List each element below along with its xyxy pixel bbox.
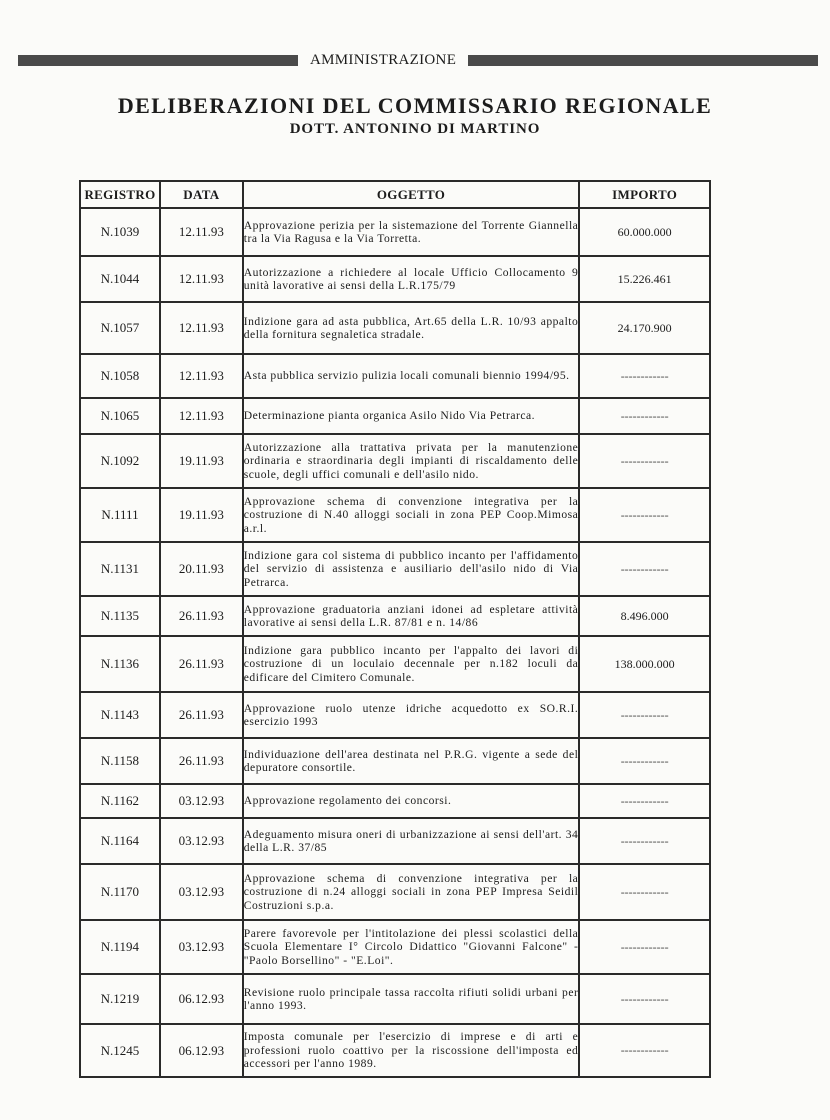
- table-row: [80, 636, 710, 692]
- registro-cell: N.1135: [80, 596, 160, 636]
- oggetto-cell: Revisione ruolo principale tassa raccolta rifiuti solidi urbani per l'anno 1993.: [243, 974, 580, 1024]
- importo-cell: ------------: [579, 738, 710, 784]
- importo-cell: 138.000.000: [579, 636, 710, 692]
- oggetto-cell: Autorizzazione a richiedere al locale Ufficio Collocamento 9 unità lavorative ai sensi della L.R.175/79: [243, 256, 580, 302]
- table-row: [80, 1024, 710, 1077]
- date-cell: 26.11.93: [160, 738, 243, 784]
- date-cell: 26.11.93: [160, 596, 243, 636]
- importo-cell: ------------: [579, 920, 710, 974]
- importo-cell: ------------: [579, 692, 710, 738]
- table-row: [80, 302, 710, 354]
- table-row: [80, 692, 710, 738]
- table-row: [80, 488, 710, 542]
- registro-cell: N.1092: [80, 434, 160, 488]
- importo-cell: ------------: [579, 1024, 710, 1077]
- table-row: [80, 208, 710, 256]
- table-row: [80, 920, 710, 974]
- oggetto-cell: Indizione gara col sistema di pubblico incanto per l'affidamento del servizio di assistenza e ausiliario dell'asilo nido di Via Petrarca.: [243, 542, 580, 596]
- oggetto-cell: Imposta comunale per l'esercizio di imprese e di arti e professioni ruolo coattivo per la riscossione dell'imposta ed accessori per l'anno 1989.: [243, 1024, 580, 1077]
- importo-cell: 24.170.900: [579, 302, 710, 354]
- table-row: [80, 974, 710, 1024]
- importo-cell: ------------: [579, 974, 710, 1024]
- table-row: [80, 256, 710, 302]
- date-cell: 12.11.93: [160, 302, 243, 354]
- date-cell: 03.12.93: [160, 784, 243, 818]
- oggetto-cell: Determinazione pianta organica Asilo Nido Via Petrarca.: [243, 398, 580, 434]
- header-registro: REGISTRO: [80, 181, 160, 208]
- importo-cell: ------------: [579, 864, 710, 920]
- oggetto-cell: Asta pubblica servizio pulizia locali comunali biennio 1994/95.: [243, 354, 580, 398]
- registro-cell: N.1065: [80, 398, 160, 434]
- registro-cell: N.1170: [80, 864, 160, 920]
- registro-cell: N.1039: [80, 208, 160, 256]
- oggetto-cell: Adeguamento misura oneri di urbanizzazione ai sensi dell'art. 34 della L.R. 37/85: [243, 818, 580, 864]
- date-cell: 03.12.93: [160, 864, 243, 920]
- date-cell: 12.11.93: [160, 208, 243, 256]
- date-cell: 12.11.93: [160, 398, 243, 434]
- section-band: [18, 50, 818, 70]
- oggetto-cell: Approvazione ruolo utenze idriche acquedotto ex SO.R.I. esercizio 1993: [243, 692, 580, 738]
- registro-cell: N.1219: [80, 974, 160, 1024]
- table-row: [80, 864, 710, 920]
- oggetto-cell: Approvazione regolamento dei concorsi.: [243, 784, 580, 818]
- date-cell: 03.12.93: [160, 818, 243, 864]
- date-cell: 19.11.93: [160, 434, 243, 488]
- table-header-row: [80, 181, 710, 208]
- registro-cell: N.1164: [80, 818, 160, 864]
- importo-cell: ------------: [579, 542, 710, 596]
- deliberations-table: [79, 180, 711, 1078]
- date-cell: 20.11.93: [160, 542, 243, 596]
- importo-cell: ------------: [579, 818, 710, 864]
- registro-cell: N.1143: [80, 692, 160, 738]
- date-cell: 12.11.93: [160, 256, 243, 302]
- importo-cell: 8.496.000: [579, 596, 710, 636]
- importo-cell: 15.226.461: [579, 256, 710, 302]
- table-row: [80, 596, 710, 636]
- band-bar-right: [468, 55, 818, 66]
- oggetto-cell: Parere favorevole per l'intitolazione dei plessi scolastici della Scuola Elementare I° Circolo Didattico "Giovanni Falcone" - "Paolo Borsellino" - "E.Loi".: [243, 920, 580, 974]
- date-cell: 03.12.93: [160, 920, 243, 974]
- header-data: DATA: [160, 181, 243, 208]
- oggetto-cell: Indizione gara ad asta pubblica, Art.65 della L.R. 10/93 appalto della fornitura segnaletica stradale.: [243, 302, 580, 354]
- table-row: [80, 354, 710, 398]
- registro-cell: N.1194: [80, 920, 160, 974]
- registro-cell: N.1058: [80, 354, 160, 398]
- date-cell: 19.11.93: [160, 488, 243, 542]
- oggetto-cell: Approvazione graduatoria anziani idonei ad espletare attività lavorative ai sensi della L.R. 87/81 e n. 14/86: [243, 596, 580, 636]
- table-body: [80, 208, 710, 1077]
- registro-cell: N.1131: [80, 542, 160, 596]
- table-row: [80, 818, 710, 864]
- registro-cell: N.1057: [80, 302, 160, 354]
- page-title: DELIBERAZIONI DEL COMMISSARIO REGIONALE: [117, 93, 713, 118]
- section-title: AMMINISTRAZIONE: [310, 51, 457, 68]
- registro-cell: N.1245: [80, 1024, 160, 1077]
- registro-cell: N.1162: [80, 784, 160, 818]
- page-subtitle: DOTT. ANTONINO DI MARTINO: [289, 121, 541, 137]
- oggetto-cell: Indizione gara pubblico incanto per l'appalto dei lavori di costruzione di un loculaio decennale per n.182 loculi da edificare del Cimitero Comunale.: [243, 636, 580, 692]
- date-cell: 06.12.93: [160, 974, 243, 1024]
- table-row: [80, 738, 710, 784]
- date-cell: 06.12.93: [160, 1024, 243, 1077]
- importo-cell: ------------: [579, 398, 710, 434]
- oggetto-cell: Approvazione schema di convenzione integrativa per la costruzione di n.24 alloggi sociali in zona PEP Impresa Seidil Costruzioni s.p.a.: [243, 864, 580, 920]
- header-oggetto: OGGETTO: [243, 181, 580, 208]
- importo-cell: 60.000.000: [579, 208, 710, 256]
- registro-cell: N.1158: [80, 738, 160, 784]
- table-row: [80, 434, 710, 488]
- registro-cell: N.1044: [80, 256, 160, 302]
- registro-cell: N.1111: [80, 488, 160, 542]
- importo-cell: ------------: [579, 488, 710, 542]
- importo-cell: ------------: [579, 784, 710, 818]
- date-cell: 26.11.93: [160, 636, 243, 692]
- registro-cell: N.1136: [80, 636, 160, 692]
- table-row: [80, 784, 710, 818]
- table-row: [80, 542, 710, 596]
- date-cell: 26.11.93: [160, 692, 243, 738]
- header-importo: IMPORTO: [579, 181, 710, 208]
- oggetto-cell: Autorizzazione alla trattativa privata per la manutenzione ordinaria e straordinaria degli impianti di riscaldamento delle scuole, degli uffici comunali e dell'asilo nido.: [243, 434, 580, 488]
- oggetto-cell: Approvazione perizia per la sistemazione del Torrente Giannella tra la Via Ragusa e la Via Torretta.: [243, 208, 580, 256]
- importo-cell: ------------: [579, 434, 710, 488]
- table-row: [80, 398, 710, 434]
- importo-cell: ------------: [579, 354, 710, 398]
- band-bar-left: [18, 55, 298, 66]
- oggetto-cell: Individuazione dell'area destinata nel P.R.G. vigente a sede del depuratore consortile.: [243, 738, 580, 784]
- date-cell: 12.11.93: [160, 354, 243, 398]
- oggetto-cell: Approvazione schema di convenzione integrativa per la costruzione di N.40 alloggi sociali in zona PEP Coop.Mimosa a.r.l.: [243, 488, 580, 542]
